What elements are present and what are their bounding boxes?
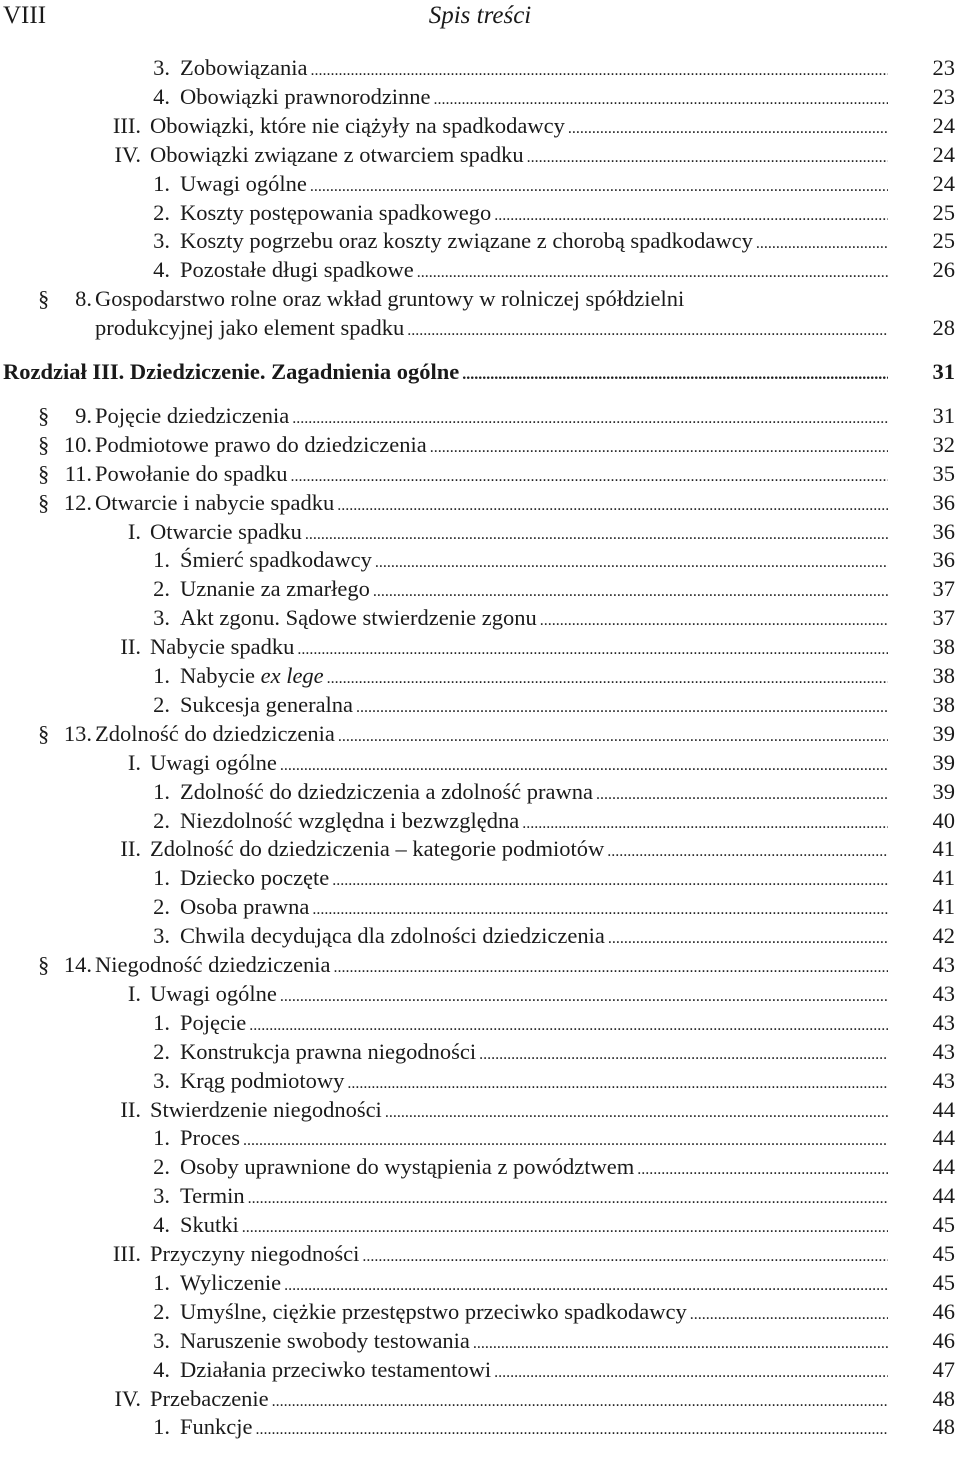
- toc-entry-title: Chwila decydująca dla zdolności dziedziczenia: [180, 923, 605, 949]
- toc-entry[interactable]: [0, 748, 960, 777]
- dot-leader: [310, 56, 888, 85]
- toc-entry[interactable]: [0, 545, 960, 574]
- toc-entry-title: Obowiązki, które nie ciążyły na spadkodawcy: [150, 112, 565, 138]
- toc-entry-title: Podmiotowe prawo do dziedziczenia: [95, 431, 427, 457]
- dot-leader: [637, 1155, 888, 1184]
- dot-leader: [327, 664, 888, 693]
- toc-entry[interactable]: [0, 863, 960, 892]
- toc-entry-label: II.: [120, 836, 141, 862]
- toc-entry-label: 9.: [75, 402, 92, 428]
- toc-entry[interactable]: [0, 1384, 960, 1413]
- toc-entry-page: 43: [932, 1067, 955, 1093]
- toc-entry[interactable]: [0, 255, 960, 284]
- toc-entry-title: Termin: [180, 1183, 245, 1209]
- dot-leader: [690, 1300, 888, 1329]
- toc-entry-label: 14.: [63, 952, 92, 977]
- toc-entry-label: 4.: [153, 1212, 170, 1238]
- toc-entry[interactable]: [0, 719, 960, 748]
- toc-entry-label: I.: [127, 980, 141, 1006]
- toc-entry[interactable]: [0, 950, 960, 979]
- toc-entry-page: 45: [932, 1269, 955, 1295]
- toc-entry-page: 25: [932, 228, 955, 254]
- dot-leader: [243, 1126, 888, 1155]
- toc-entry-page: 36: [932, 489, 955, 515]
- toc-entry[interactable]: [0, 1355, 960, 1384]
- toc-entry-page: 45: [932, 1212, 955, 1238]
- dot-leader: [280, 982, 888, 1011]
- toc-entry-title: Pojęcie: [180, 1009, 247, 1035]
- toc-entry[interactable]: [0, 1210, 960, 1239]
- toc-entry[interactable]: [0, 284, 960, 313]
- toc-entry-label: 3.: [153, 605, 170, 631]
- toc-entry-page: 37: [932, 605, 955, 631]
- section-sign: §: [38, 952, 50, 977]
- toc-entry-page: 38: [932, 663, 955, 688]
- toc-entry-title: Powołanie do spadku: [95, 460, 288, 486]
- toc-entry[interactable]: [0, 313, 960, 342]
- toc-entry-title: Gospodarstwo rolne oraz wkład gruntowy w rolniczej spółdzielni: [95, 286, 685, 312]
- toc-entry-title: Stwierdzenie niegodności: [150, 1096, 382, 1122]
- dot-leader: [248, 1184, 888, 1213]
- toc-entry-label: 1.: [153, 1414, 170, 1440]
- dot-leader: [417, 258, 888, 287]
- section-sign: §: [38, 720, 50, 746]
- toc-entry-page: 31: [932, 359, 955, 384]
- toc-entry-page: 38: [932, 634, 955, 660]
- toc-entry-label: 2.: [153, 691, 170, 717]
- toc-entry-title: Zdolność do dziedziczenia a zdolność prawna: [180, 778, 593, 804]
- toc-entry-label: 8.: [75, 286, 92, 312]
- toc-entry-label: 4.: [153, 1356, 170, 1382]
- toc-entry-title: Pojęcie dziedziczenia: [95, 402, 290, 428]
- toc-entry[interactable]: [0, 1326, 960, 1355]
- page-number: VIII: [3, 2, 47, 29]
- toc-entry-page: 43: [932, 1009, 955, 1035]
- toc-entry-title: Obowiązki prawnorodzinne: [180, 83, 431, 109]
- toc-entry-page: 42: [932, 923, 955, 949]
- toc-entry-page: 44: [932, 1154, 955, 1180]
- toc-entry[interactable]: [0, 979, 960, 1008]
- dot-leader: [312, 895, 888, 924]
- toc-entry-label: 2.: [153, 1298, 170, 1324]
- dot-leader: [596, 780, 888, 809]
- toc-entry-page: 48: [932, 1414, 955, 1440]
- dot-leader: [338, 722, 888, 751]
- dot-leader: [494, 1358, 888, 1387]
- toc-entry[interactable]: [0, 1066, 960, 1095]
- toc-entry-title: Osoby uprawnione do wystąpienia z powództwem: [180, 1154, 635, 1180]
- toc-entry-page: 39: [932, 749, 955, 775]
- toc-entry[interactable]: [0, 1123, 960, 1152]
- toc-entry-title: Śmierć spadkodawcy: [180, 547, 372, 573]
- toc-entry-label: 1.: [153, 1269, 170, 1295]
- toc-entry[interactable]: [0, 834, 960, 863]
- toc-entry-page: 36: [932, 547, 955, 573]
- toc-entry-label: 2.: [153, 1038, 170, 1064]
- toc-entry-title: Uwagi ogólne: [180, 170, 307, 196]
- toc-entry-label: I.: [127, 518, 141, 544]
- toc-entry-label: 2.: [153, 1154, 170, 1180]
- toc-entry-label: III.: [112, 112, 141, 138]
- toc-entry-title: Koszty postępowania spadkowego: [180, 199, 492, 225]
- toc-entry-page: 44: [932, 1183, 955, 1209]
- toc-entry-label: 4.: [153, 257, 170, 283]
- section-sign: §: [38, 460, 50, 486]
- toc-entry[interactable]: [0, 517, 960, 546]
- toc-entry[interactable]: [0, 82, 960, 111]
- toc-entry-title: Otwarcie i nabycie spadku: [95, 489, 335, 515]
- toc-entry[interactable]: [0, 488, 960, 517]
- dot-leader: [292, 404, 888, 433]
- toc-entry[interactable]: [0, 198, 960, 227]
- dot-leader: [280, 751, 888, 780]
- toc-entry-label: III.: [112, 1241, 141, 1266]
- toc-entry-label: II.: [120, 1096, 141, 1122]
- toc-entry[interactable]: [0, 53, 960, 82]
- toc-entry-page: 41: [932, 865, 955, 891]
- dot-leader: [310, 172, 888, 201]
- toc-entry[interactable]: [0, 806, 960, 835]
- toc-entry-title: Nabycie spadku: [150, 634, 295, 660]
- page-header: [0, 0, 960, 40]
- toc-entry-page: 24: [932, 112, 955, 138]
- toc-entry[interactable]: [0, 459, 960, 488]
- toc-entry-label: 12.: [63, 489, 92, 515]
- dot-leader: [362, 1242, 888, 1271]
- toc-entry-label: IV.: [114, 1385, 141, 1411]
- dot-leader: [284, 1271, 888, 1300]
- toc-entry-label: 2.: [153, 576, 170, 602]
- toc-entry-title: Skutki: [180, 1212, 239, 1238]
- dot-leader: [272, 1387, 888, 1416]
- section-sign: §: [38, 431, 50, 457]
- toc-entry-label: 2.: [153, 199, 170, 225]
- toc-entry-label: 3.: [153, 1327, 170, 1353]
- toc-entry-title: Zdolność do dziedziczenia: [95, 720, 335, 746]
- dot-leader: [356, 693, 888, 722]
- dot-leader: [332, 866, 888, 895]
- toc-entry-title: Funkcje: [180, 1414, 253, 1440]
- dot-leader: [256, 1415, 889, 1444]
- dot-leader: [540, 606, 888, 635]
- toc-entry-title: Działania przeciwko testamentowi: [180, 1356, 492, 1382]
- toc-entry[interactable]: [0, 777, 960, 806]
- dot-leader: [249, 1011, 888, 1040]
- toc-entry-title: Uwagi ogólne: [150, 749, 277, 775]
- toc-entry-title: Pozostałe długi spadkowe: [180, 257, 414, 283]
- toc-entry-title: Dziecko poczęte: [180, 865, 330, 891]
- toc-entry[interactable]: [0, 1268, 960, 1297]
- toc-entry[interactable]: [0, 1008, 960, 1037]
- toc-entry-title: Sukcesja generalna: [180, 691, 354, 717]
- toc-entry-title: Krąg podmiotowy: [180, 1067, 345, 1093]
- toc-entry-title: Nabycie ex lege: [180, 663, 324, 688]
- dot-leader: [494, 201, 888, 230]
- dot-leader: [568, 114, 888, 143]
- toc-entry-label: 2.: [153, 807, 170, 833]
- toc-entry[interactable]: [0, 169, 960, 198]
- toc-entry-page: 46: [932, 1298, 955, 1324]
- toc-entry-page: 47: [932, 1356, 955, 1382]
- toc-entry-page: 37: [932, 576, 955, 602]
- toc-entry-label: 1.: [153, 1009, 170, 1035]
- toc-entry-label: I.: [127, 749, 141, 775]
- toc-entry-page: 28: [932, 315, 955, 341]
- toc-entry[interactable]: [0, 357, 960, 386]
- dot-leader: [407, 316, 888, 345]
- toc-entry-title: Niegodność dziedziczenia: [95, 952, 331, 977]
- toc-entry-label: 2.: [153, 894, 170, 920]
- toc-entry-title: Przyczyny niegodności: [150, 1241, 360, 1266]
- toc-entry[interactable]: [0, 111, 960, 140]
- dot-leader: [479, 1040, 888, 1069]
- toc-entry-title: Obowiązki związane z otwarciem spadku: [150, 141, 524, 167]
- dot-leader: [462, 360, 888, 389]
- toc-entry[interactable]: [0, 1239, 960, 1268]
- toc-entry-title: Zdolność do dziedziczenia – kategorie podmiotów: [150, 836, 605, 862]
- toc-entry-title: Uwagi ogólne: [150, 980, 277, 1006]
- toc-entry-label: 1.: [153, 865, 170, 891]
- section-sign: §: [38, 489, 50, 515]
- toc-entry-page: 24: [932, 170, 955, 196]
- toc-entry-label: 3.: [153, 228, 170, 254]
- running-title: Spis treści: [428, 2, 532, 29]
- toc-entry-title: Niezdolność względna i bezwzględna: [180, 807, 520, 833]
- toc-entry-title: Akt zgonu. Sądowe stwierdzenie zgonu: [180, 605, 537, 631]
- dot-leader: [334, 953, 888, 982]
- toc-entry-title: Otwarcie spadku: [150, 518, 302, 544]
- toc-entry-page: 36: [932, 518, 955, 544]
- toc-entry-label: 1.: [153, 663, 170, 688]
- toc-entry-label: IV.: [114, 141, 141, 167]
- toc-entry[interactable]: [0, 892, 960, 921]
- toc-entry[interactable]: [0, 1181, 960, 1210]
- toc-entry-page: 41: [932, 894, 955, 920]
- toc-entry-page: 35: [932, 460, 955, 486]
- toc-entry-page: 31: [932, 402, 955, 428]
- dot-leader: [337, 491, 888, 520]
- dot-leader: [385, 1098, 888, 1127]
- toc-entry-label: 3.: [153, 923, 170, 949]
- section-sign: §: [38, 286, 50, 312]
- toc-entry[interactable]: [0, 690, 960, 719]
- toc-entry[interactable]: [0, 574, 960, 603]
- dot-leader: [756, 229, 888, 258]
- toc-entry-page: 44: [932, 1125, 955, 1151]
- toc-entry-title: Koszty pogrzebu oraz koszty związane z chorobą spadkodawcy: [180, 228, 753, 254]
- toc-entry-page: 23: [932, 83, 955, 109]
- dot-leader: [305, 520, 888, 549]
- toc-entry-page: 24: [932, 141, 955, 167]
- toc-entry-label: 11.: [64, 460, 92, 486]
- toc-entry-page: 43: [932, 952, 955, 977]
- toc-entry[interactable]: [0, 661, 960, 690]
- toc-entry-page: 39: [932, 720, 955, 746]
- toc-entry[interactable]: [0, 401, 960, 430]
- toc-entry-label: 1.: [153, 170, 170, 196]
- toc-entry-page: 46: [932, 1327, 955, 1353]
- toc-entry[interactable]: [0, 1152, 960, 1181]
- toc-entry-label: 3.: [153, 1067, 170, 1093]
- dot-leader: [527, 143, 888, 172]
- toc-entry-label: 1.: [153, 778, 170, 804]
- toc-entry[interactable]: [0, 140, 960, 169]
- dot-leader: [375, 548, 888, 577]
- toc-entry-title: Rozdział III. Dziedziczenie. Zagadnienia ogólne: [3, 359, 460, 384]
- toc-entry-page: 45: [932, 1241, 955, 1266]
- toc-entry-label: 13.: [63, 720, 92, 746]
- toc-entry[interactable]: [0, 921, 960, 950]
- toc-entry-page: 43: [932, 1038, 955, 1064]
- dot-leader: [430, 433, 888, 462]
- dot-leader: [608, 924, 888, 953]
- toc-entry-label: 3.: [153, 55, 170, 80]
- toc-entry-title: Konstrukcja prawna niegodności: [180, 1038, 477, 1064]
- dot-leader: [434, 85, 888, 114]
- toc-entry-title: Naruszenie swobody testowania: [180, 1327, 470, 1353]
- toc-entry[interactable]: [0, 1297, 960, 1326]
- toc-entry-title: produkcyjnej jako element spadku: [95, 315, 405, 341]
- toc-entry[interactable]: [0, 226, 960, 255]
- toc-entry-page: 32: [932, 431, 955, 457]
- toc-entry-page: 44: [932, 1096, 955, 1122]
- toc-entry-label: 1.: [153, 547, 170, 573]
- toc-entry-page: 48: [932, 1385, 955, 1411]
- toc-entry-title: Proces: [180, 1125, 240, 1151]
- toc-entry-label: 4.: [153, 83, 170, 109]
- toc-entry-page: 39: [932, 778, 955, 804]
- dot-leader: [297, 635, 888, 664]
- toc-entry[interactable]: [0, 1412, 960, 1441]
- toc-entry-label: 3.: [153, 1183, 170, 1209]
- toc-entry[interactable]: [0, 603, 960, 632]
- toc-entry-page: 41: [932, 836, 955, 862]
- toc-entry[interactable]: [0, 430, 960, 459]
- toc-entry[interactable]: [0, 1095, 960, 1124]
- toc-entry-page: 38: [932, 691, 955, 717]
- toc-entry-title: Zobowiązania: [180, 55, 308, 80]
- toc-entry-page: 23: [932, 55, 955, 80]
- toc-entry-page: 26: [932, 257, 955, 283]
- toc-entry-title: Uznanie za zmarłego: [180, 576, 370, 602]
- toc-entry-page: 25: [932, 199, 955, 225]
- dot-leader: [290, 462, 888, 491]
- dot-leader: [242, 1213, 888, 1242]
- toc-entry-page: 40: [932, 807, 955, 833]
- toc-entry-title: Przebaczenie: [150, 1385, 269, 1411]
- dot-leader: [373, 577, 888, 606]
- dot-leader: [607, 837, 888, 866]
- dot-leader: [347, 1069, 888, 1098]
- dot-leader: [473, 1329, 888, 1358]
- toc-entry-label: 1.: [153, 1125, 170, 1151]
- dot-leader: [522, 809, 888, 838]
- toc-entry-title: Umyślne, ciężkie przestępstwo przeciwko spadkodawcy: [180, 1298, 687, 1324]
- toc-entry[interactable]: [0, 1037, 960, 1066]
- toc-entry-title: Wyliczenie: [180, 1269, 282, 1295]
- toc-entry-label: II.: [120, 634, 141, 660]
- toc-entry-title: Osoba prawna: [180, 894, 310, 920]
- toc-entry-label: 10.: [63, 431, 92, 457]
- section-sign: §: [38, 402, 50, 428]
- toc-entry-page: 43: [932, 980, 955, 1006]
- toc-entry[interactable]: [0, 632, 960, 661]
